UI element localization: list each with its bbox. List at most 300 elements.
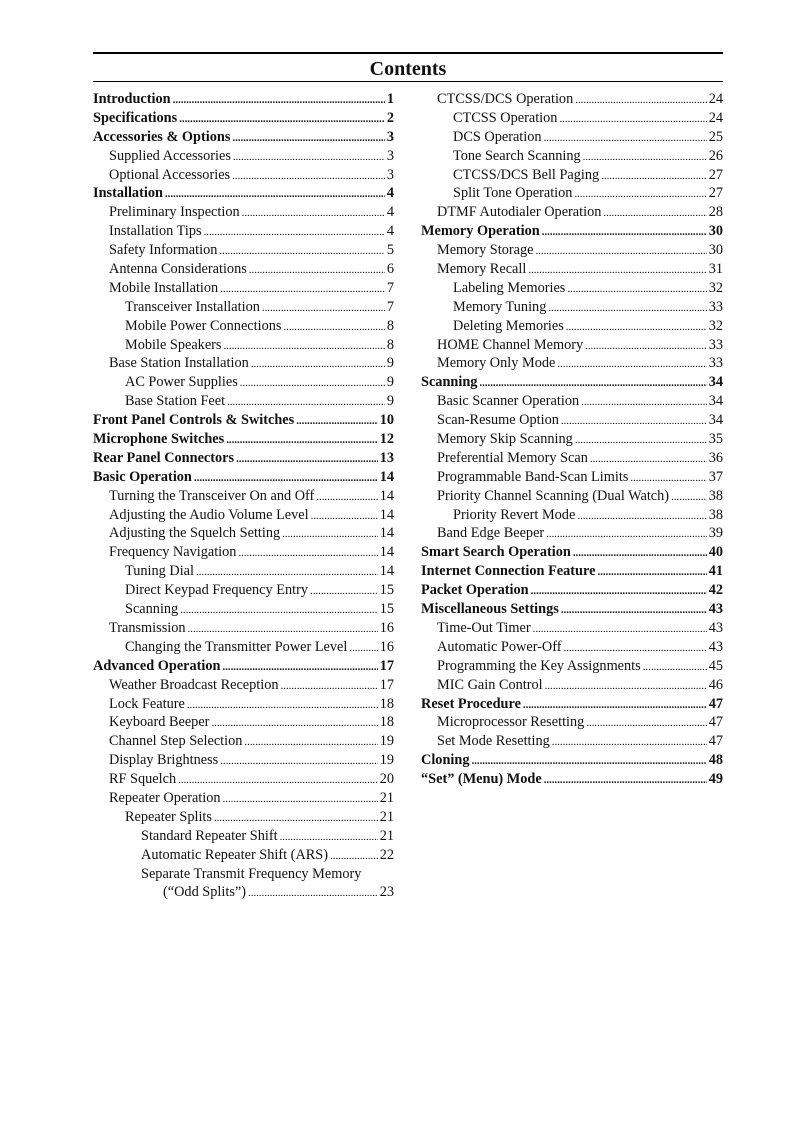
toc-entry-page: 2	[386, 109, 394, 126]
toc-entry-page: 14	[379, 525, 394, 542]
toc-entry-page: 24	[708, 109, 723, 126]
toc-entry-transceiver-installation[interactable]	[93, 298, 394, 317]
toc-entry-label: Adjusting the Audio Volume Level	[109, 506, 309, 523]
toc-entry-automatic-repeater-shift-ars[interactable]	[93, 846, 394, 865]
toc-entry-weather-broadcast-reception[interactable]	[93, 676, 394, 695]
toc-entry-page: 43	[708, 638, 723, 655]
toc-entry-adjusting-the-audio-volume-level[interactable]	[93, 506, 394, 525]
dot-leader	[188, 619, 378, 639]
dot-leader	[223, 657, 378, 677]
toc-entry-label: Safety Information	[109, 242, 218, 259]
dot-leader	[597, 562, 706, 582]
toc-entry-label: Repeater Splits	[125, 808, 212, 825]
toc-entry-optional-accessories[interactable]	[93, 166, 394, 185]
toc-entry-page: 42	[708, 582, 723, 599]
toc-entry-label: CTCSS Operation	[453, 109, 558, 126]
dot-leader	[296, 411, 377, 431]
toc-entry-direct-keypad-frequency-entry[interactable]	[93, 581, 394, 600]
toc-entry-page: 14	[379, 563, 394, 580]
dot-leader	[581, 392, 707, 412]
toc-entry-label: Standard Repeater Shift	[141, 827, 278, 844]
toc-entry-page: 9	[386, 374, 394, 391]
toc-entry-memory-recall[interactable]	[421, 260, 723, 279]
toc-entry-programming-the-key-assignments[interactable]	[421, 657, 723, 676]
dot-leader	[574, 184, 706, 204]
toc-entry-label: Accessories & Options	[93, 128, 231, 145]
toc-entry-label: Preliminary Inspection	[109, 204, 240, 221]
toc-entry-antenna-considerations[interactable]	[93, 260, 394, 279]
toc-entry-label: Basic Scanner Operation	[437, 393, 580, 410]
dot-leader	[573, 543, 707, 563]
toc-entry-preferential-memory-scan[interactable]	[421, 449, 723, 468]
toc-entry-label: Cloning	[421, 752, 470, 769]
toc-entry-label: Weather Broadcast Reception	[109, 676, 279, 693]
dot-leader	[282, 524, 378, 544]
dot-leader	[180, 600, 377, 620]
dot-leader	[590, 449, 707, 469]
toc-entry-smart-search-operation[interactable]	[421, 543, 723, 562]
dot-leader	[227, 392, 385, 412]
toc-entry-label: Deleting Memories	[453, 317, 564, 334]
toc-entry-label: Display Brightness	[109, 752, 219, 769]
toc-entry-accessories-options[interactable]	[93, 128, 394, 147]
toc-entry-rf-squelch[interactable]	[93, 770, 394, 789]
toc-entry-label: Scanning	[125, 601, 179, 618]
toc-entry-transmission[interactable]	[93, 619, 394, 638]
toc-entry-label: AC Power Supplies	[125, 374, 238, 391]
dot-leader	[561, 600, 707, 620]
toc-entry-label: Band Edge Beeper	[437, 525, 545, 542]
toc-entry-ctcss-dcs-operation[interactable]	[421, 90, 723, 109]
title-rule	[93, 81, 723, 82]
dot-leader	[546, 524, 707, 544]
toc-entry-scan-resume-option[interactable]	[421, 411, 723, 430]
dot-leader	[310, 581, 378, 601]
toc-entry-programmable-band-scan-limits[interactable]	[421, 468, 723, 487]
dot-leader	[233, 147, 385, 167]
toc-entry-ctcss-operation[interactable]	[421, 109, 723, 128]
dot-leader	[311, 506, 378, 526]
toc-entry-label: Memory Recall	[437, 261, 527, 278]
dot-leader	[544, 128, 707, 148]
dot-leader	[232, 128, 384, 148]
toc-entry-label: Memory Tuning	[453, 298, 547, 315]
toc-entry-tuning-dial[interactable]	[93, 562, 394, 581]
toc-entry-automatic-power-off[interactable]	[421, 638, 723, 657]
dot-leader	[545, 676, 707, 696]
toc-entry-dcs-operation[interactable]	[421, 128, 723, 147]
toc-entry-label: CTCSS/DCS Bell Paging	[453, 166, 600, 183]
toc-entry-memory-operation[interactable]	[421, 222, 723, 241]
toc-entry-page: 37	[708, 468, 723, 485]
dot-leader	[601, 166, 707, 186]
toc-entry-page: 21	[379, 789, 394, 806]
toc-entry-page: 9	[386, 355, 394, 372]
toc-entry-advanced-operation[interactable]	[93, 657, 394, 676]
toc-entry-introduction[interactable]	[93, 90, 394, 109]
toc-entry-label: Programming the Key Assignments	[437, 657, 641, 674]
toc-entry-mobile-power-connections[interactable]	[93, 317, 394, 336]
toc-entry-page: 7	[386, 298, 394, 315]
toc-entry-page: 4	[386, 185, 394, 202]
dot-leader	[557, 354, 706, 374]
toc-entry-label: Scanning	[421, 374, 478, 391]
toc-entry-page: 16	[379, 638, 394, 655]
toc-entry-page: 14	[379, 468, 394, 485]
toc-entry-label: Frequency Navigation	[109, 544, 237, 561]
toc-entry-label: Basic Operation	[93, 468, 192, 485]
toc-entry-page: 14	[379, 544, 394, 561]
toc-entry-label: Programmable Band-Scan Limits	[437, 468, 629, 485]
toc-entry-label: DTMF Autodialer Operation	[437, 204, 602, 221]
dot-leader	[548, 298, 706, 318]
toc-entry-page: 31	[708, 261, 723, 278]
toc-entry-label: Preferential Memory Scan	[437, 449, 588, 466]
toc-entry-page: 33	[708, 336, 723, 353]
toc-entry-page: 38	[708, 487, 723, 504]
dot-leader	[204, 222, 385, 242]
toc-entry-page: 6	[386, 261, 394, 278]
toc-entry-memory-tuning[interactable]	[421, 298, 723, 317]
toc-entry-page: 1	[386, 91, 394, 107]
toc-entry-label: Channel Step Selection	[109, 733, 243, 750]
toc-entry-memory-only-mode[interactable]	[421, 354, 723, 373]
toc-entry-scanning[interactable]	[421, 373, 723, 392]
dot-leader	[226, 430, 378, 450]
toc-entry-label: Installation Tips	[109, 223, 202, 240]
toc-entry-page: 28	[708, 204, 723, 221]
toc-entry-priority-revert-mode[interactable]	[421, 506, 723, 525]
toc-entry-page: 13	[379, 449, 394, 466]
toc-entry-label: Memory Operation	[421, 223, 540, 240]
dot-leader	[214, 808, 378, 828]
toc-entry-label: Tone Search Scanning	[453, 147, 581, 164]
toc-entry-label: Scan-Resume Option	[437, 412, 559, 429]
toc-entry-label: Mobile Power Connections	[125, 317, 282, 334]
toc-entry-label: Direct Keypad Frequency Entry	[125, 582, 309, 599]
dot-leader	[603, 203, 706, 223]
toc-entry-memory-skip-scanning[interactable]	[421, 430, 723, 449]
toc-entry-display-brightness[interactable]	[93, 751, 394, 770]
dot-leader	[523, 695, 707, 715]
toc-entry-label: Supplied Accessories	[109, 147, 231, 164]
dot-leader	[220, 279, 385, 299]
toc-entry-turning-the-transceiver-on-and-off[interactable]	[93, 487, 394, 506]
toc-entry-label: Front Panel Controls & Switches	[93, 412, 295, 429]
toc-entry-mic-gain-control[interactable]	[421, 676, 723, 695]
toc-entry-label: Memory Storage	[437, 242, 534, 259]
toc-entry-internet-connection-feature[interactable]	[421, 562, 723, 581]
toc-entry-base-station-installation[interactable]	[93, 354, 394, 373]
toc-entry-base-station-feet[interactable]	[93, 392, 394, 411]
toc-entry-page: 14	[379, 506, 394, 523]
dot-leader	[330, 846, 378, 866]
toc-entry-label: Priority Channel Scanning (Dual Watch)	[437, 487, 670, 504]
toc-entry-page: 18	[379, 695, 394, 712]
toc-entry-microprocessor-resetting[interactable]	[421, 713, 723, 732]
toc-right-column	[421, 90, 723, 789]
dot-leader	[240, 373, 385, 393]
toc-entry-preliminary-inspection[interactable]	[93, 203, 394, 222]
dot-leader	[577, 506, 706, 526]
toc-entry-label: Mobile Speakers	[125, 336, 222, 353]
toc-entry-label: Labeling Memories	[453, 279, 566, 296]
toc-entry-page: 47	[708, 695, 723, 712]
toc-entry-basic-operation[interactable]	[93, 468, 394, 487]
toc-entry-label: Split Tone Operation	[453, 185, 573, 202]
dot-leader	[531, 581, 707, 601]
toc-entry-memory-storage[interactable]	[421, 241, 723, 260]
toc-entry-page: 4	[386, 223, 394, 240]
dot-leader	[643, 657, 707, 677]
toc-entry-page: 15	[379, 601, 394, 618]
toc-entry-page: 9	[386, 393, 394, 410]
dot-leader	[244, 732, 377, 752]
dot-leader	[249, 260, 385, 280]
toc-entry-page: 34	[708, 374, 723, 391]
toc-entry-label: Base Station Feet	[125, 393, 226, 410]
toc-entry-label: DCS Operation	[453, 128, 542, 145]
toc-entry-label: MIC Gain Control	[437, 676, 543, 693]
toc-entry-label: Turning the Transceiver On and Off	[109, 487, 315, 504]
dot-leader	[196, 562, 378, 582]
toc-entry-page: 41	[708, 563, 723, 580]
toc-entry-page: 16	[379, 619, 394, 636]
toc-entry-label: Internet Connection Feature	[421, 563, 596, 580]
toc-entry-page: 4	[386, 204, 394, 221]
toc-entry-mobile-installation[interactable]	[93, 279, 394, 298]
toc-entry-channel-step-selection[interactable]	[93, 732, 394, 751]
toc-entry-label: Set Mode Resetting	[437, 733, 550, 750]
toc-entry-separate-transmit-frequency-memory[interactable]	[93, 865, 394, 884]
toc-entry-page: 3	[386, 147, 394, 164]
dot-leader	[630, 468, 706, 488]
toc-entry-set-menu-mode[interactable]	[421, 770, 723, 789]
toc-entry-supplied-accessories[interactable]	[93, 147, 394, 166]
dot-leader	[194, 468, 378, 488]
toc-entry-safety-information[interactable]	[93, 241, 394, 260]
dot-leader	[671, 487, 707, 507]
dot-leader	[236, 449, 378, 469]
toc-entry-scanning[interactable]	[93, 600, 394, 619]
toc-entry-page: 15	[379, 582, 394, 599]
toc-entry-label: Smart Search Operation	[421, 544, 571, 561]
toc-entry-label: Packet Operation	[421, 582, 529, 599]
toc-entry-label: Microphone Switches	[93, 431, 225, 448]
toc-entry-page: 20	[379, 771, 394, 788]
toc-entry-standard-repeater-shift[interactable]	[93, 827, 394, 846]
toc-entry-priority-channel-scanning-dual-watch[interactable]	[421, 487, 723, 506]
toc-entry-page: 8	[386, 317, 394, 334]
toc-entry-page: 36	[708, 449, 723, 466]
toc-entry-page: 39	[708, 525, 723, 542]
toc-entry-page: 14	[379, 487, 394, 504]
dot-leader	[566, 317, 707, 337]
toc-entry-label: Keyboard Beeper	[109, 714, 210, 731]
toc-entry-page: 43	[708, 619, 723, 636]
dot-leader	[251, 354, 385, 374]
toc-entry-page: 45	[708, 657, 723, 674]
dot-leader	[187, 695, 378, 715]
toc-entry-page: 25	[708, 128, 723, 145]
toc-entry-page: 47	[708, 714, 723, 731]
toc-entry-page: 35	[708, 431, 723, 448]
dot-leader	[544, 770, 707, 790]
toc-entry-page: 43	[708, 601, 723, 618]
dot-leader	[528, 260, 706, 280]
toc-entry-lock-feature[interactable]	[93, 695, 394, 714]
dot-leader	[262, 298, 385, 318]
toc-entry-page: 12	[379, 431, 394, 448]
toc-entry-reset-procedure[interactable]	[421, 695, 723, 714]
toc-entry-label: Tuning Dial	[125, 563, 194, 580]
toc-entry-adjusting-the-squelch-setting[interactable]	[93, 524, 394, 543]
dot-leader	[542, 222, 707, 242]
toc-entry-page: 3	[386, 166, 394, 183]
toc-entry-page: 32	[708, 279, 723, 296]
toc-entry-page: 19	[379, 752, 394, 769]
page-title: Contents	[369, 58, 447, 80]
toc-entry-page: 17	[379, 657, 394, 674]
toc-entry-label: Microprocessor Resetting	[437, 714, 585, 731]
toc-entry-label: Antenna Considerations	[109, 261, 247, 278]
dot-leader	[575, 430, 707, 450]
toc-entry-front-panel-controls-switches[interactable]	[93, 411, 394, 430]
dot-leader	[561, 411, 707, 431]
dot-leader	[564, 638, 707, 658]
toc-entry-page: 5	[386, 242, 394, 259]
dot-leader	[535, 241, 706, 261]
toc-entry-page: 21	[379, 808, 394, 825]
toc-entry-page: 32	[708, 317, 723, 334]
toc-entry-repeater-splits[interactable]	[93, 808, 394, 827]
toc-entry-label: Adjusting the Squelch Setting	[109, 525, 281, 542]
toc-entry-page: 27	[708, 166, 723, 183]
toc-entry-page: 21	[379, 827, 394, 844]
dot-leader	[238, 543, 377, 563]
toc-entry-ctcss-dcs-bell-paging[interactable]	[421, 166, 723, 185]
toc-entry-page: 46	[708, 676, 723, 693]
toc-entry-label: Lock Feature	[109, 695, 185, 712]
toc-entry-label: Reset Procedure	[421, 695, 521, 712]
toc-entry-page: 7	[386, 279, 394, 296]
toc-entry-page: 47	[708, 733, 723, 750]
toc-entry-time-out-timer[interactable]	[421, 619, 723, 638]
toc-entry-label: Advanced Operation	[93, 657, 221, 674]
toc-left-column	[93, 90, 394, 902]
dot-leader	[223, 789, 378, 809]
toc-entry-ac-power-supplies[interactable]	[93, 373, 394, 392]
toc-entry-page: 17	[379, 676, 394, 693]
dot-leader	[223, 336, 384, 356]
toc-entry-basic-scanner-operation[interactable]	[421, 392, 723, 411]
dot-leader	[471, 751, 706, 771]
dot-leader	[280, 827, 378, 847]
dot-leader	[283, 317, 384, 337]
dot-leader	[211, 713, 377, 733]
toc-entry-specifications[interactable]	[93, 109, 394, 128]
toc-entry-label: Specifications	[93, 109, 178, 126]
top-rule	[93, 52, 723, 54]
dot-leader	[349, 638, 377, 658]
toc-entry-installation-tips[interactable]	[93, 222, 394, 241]
toc-entry-labeling-memories[interactable]	[421, 279, 723, 298]
toc-entry-label: Separate Transmit Frequency Memory	[141, 865, 362, 882]
dot-leader	[173, 90, 385, 110]
toc-entry-keyboard-beeper[interactable]	[93, 713, 394, 732]
dot-leader	[583, 147, 707, 167]
toc-entry-packet-operation[interactable]	[421, 581, 723, 600]
toc-entry-label: Mobile Installation	[109, 279, 219, 296]
toc-entry-label: Memory Only Mode	[437, 355, 556, 372]
toc-entry-frequency-navigation[interactable]	[93, 543, 394, 562]
toc-entry-label: Memory Skip Scanning	[437, 431, 573, 448]
toc-entry-page: 30	[708, 223, 723, 240]
toc-entry-label: Transceiver Installation	[125, 298, 260, 315]
toc-entry-page: 3	[386, 128, 394, 145]
toc-entry-page: 49	[708, 771, 723, 788]
toc-entry-dtmf-autodialer-operation[interactable]	[421, 203, 723, 222]
dot-leader	[479, 373, 706, 393]
toc-entry-page: 34	[708, 393, 723, 410]
toc-entry-page: 33	[708, 298, 723, 315]
toc-entry-label: Time-Out Timer	[437, 619, 531, 636]
dot-leader	[281, 676, 378, 696]
dot-leader	[178, 770, 378, 790]
toc-entry-cloning[interactable]	[421, 751, 723, 770]
dot-leader	[586, 713, 706, 733]
toc-entry-installation[interactable]	[93, 184, 394, 203]
toc-entry-page: 8	[386, 336, 394, 353]
toc-entry-label: Rear Panel Connectors	[93, 449, 235, 466]
toc-entry-odd-splits[interactable]	[93, 883, 394, 902]
toc-entry-page: 34	[708, 412, 723, 429]
toc-entry-page: 40	[708, 544, 723, 561]
toc-entry-page: 22	[379, 846, 394, 863]
toc-entry-label: Installation	[93, 185, 163, 202]
toc-entry-band-edge-beeper[interactable]	[421, 524, 723, 543]
toc-entry-tone-search-scanning[interactable]	[421, 147, 723, 166]
dot-leader	[552, 732, 707, 752]
toc-entry-label: (“Odd Splits”)	[163, 884, 246, 901]
toc-entry-page: 38	[708, 506, 723, 523]
toc-entry-page: 30	[708, 242, 723, 259]
toc-entry-label: Automatic Repeater Shift (ARS)	[141, 846, 329, 863]
toc-entry-rear-panel-connectors[interactable]	[93, 449, 394, 468]
toc-entry-home-channel-memory[interactable]	[421, 336, 723, 355]
toc-entry-miscellaneous-settings[interactable]	[421, 600, 723, 619]
dot-leader	[165, 184, 385, 204]
toc-entry-label: Miscellaneous Settings	[421, 601, 559, 618]
toc-entry-label: Optional Accessories	[109, 166, 231, 183]
toc-entry-changing-the-transmitter-power-level[interactable]	[93, 638, 394, 657]
dot-leader	[242, 203, 385, 223]
toc-entry-mobile-speakers[interactable]	[93, 336, 394, 355]
dot-leader	[179, 109, 385, 129]
toc-entry-set-mode-resetting[interactable]	[421, 732, 723, 751]
toc-entry-split-tone-operation[interactable]	[421, 184, 723, 203]
toc-entry-page: 24	[708, 91, 723, 107]
toc-entry-deleting-memories[interactable]	[421, 317, 723, 336]
toc-entry-page: 33	[708, 355, 723, 372]
toc-entry-label: Transmission	[109, 619, 186, 636]
toc-entry-page: 48	[708, 752, 723, 769]
toc-entry-microphone-switches[interactable]	[93, 430, 394, 449]
toc-entry-repeater-operation[interactable]	[93, 789, 394, 808]
dot-leader	[316, 487, 377, 507]
toc-entry-label: Repeater Operation	[109, 789, 221, 806]
dot-leader	[533, 619, 707, 639]
